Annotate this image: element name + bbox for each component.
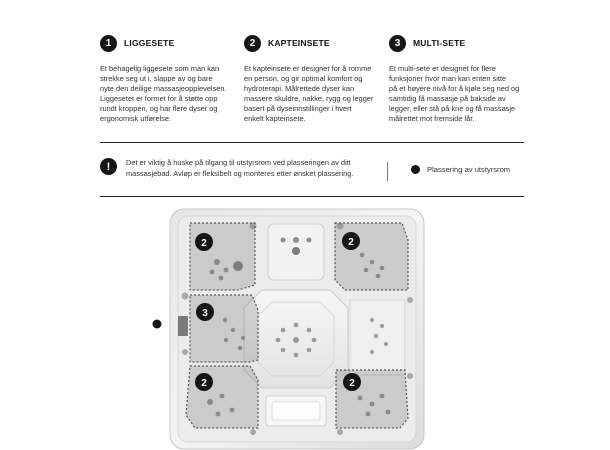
section-title: LIGGESETE [124,38,175,48]
text-line: massasjebad. Avløp er fleksibelt og monteres etter ønsket plassering. [126,168,354,178]
seat-badge-label: 3 [202,308,208,319]
number-badge: 2 [244,35,261,52]
text-line: Liggesetet er formet for å støtte opp [100,93,218,103]
number-badge: 1 [100,35,117,52]
text-line: nyte den deilige massasjeopplevelsen. [100,83,227,93]
text-line: en person, og gir optimal komfort og [244,73,363,83]
text-line: enkelt kapteinsete. [244,113,306,123]
text-line: legger, eller stå på kne og få massasje [389,103,516,113]
text-line: på et høyere nivå for å kjøle seg ned og [389,83,520,93]
text-line: samtidig få massasje på bakside av [389,93,506,103]
exclamation-icon: ! [100,158,117,175]
text-line: strekke seg ut i, slappe av og bare [100,73,213,83]
seat-badge-label: 2 [348,237,354,248]
legend-label: Plassering av utstyrsrom [427,165,511,174]
text-line: rundt kroppen, og har flere dyser og [100,103,218,113]
text-line: massere skuldre, nakke, rygg og legger [244,93,374,103]
text-line: Et behagelig liggesete som man kan [100,64,220,73]
text-line: Et multi-sete er designet for flere [389,64,496,73]
text-line: funksjoner hvor man kan enten sitte [389,73,507,83]
seat-badge-label: 2 [201,238,207,249]
text-line: basert på dyseinnstillinger i hvert [244,103,352,113]
section-title: KAPTEINSETE [268,38,330,48]
text-line: målrettet mot fremside lår. [389,113,475,123]
seat-zone-top-right [335,223,408,290]
section-title: MULTI-SETE [413,38,466,48]
seat-badge-label: 2 [349,378,355,389]
text-line: ergonomisk utførelse. [100,113,172,123]
seat-zone-top-left [190,223,255,290]
number-badge: 3 [389,35,406,52]
text-line: hydroterapi. Målrettede dyser kan [244,83,355,93]
seat-badge-label: 2 [201,378,207,389]
text-line: Det er viktig å huske på tilgang til utstyrsrom ved plasseringen av ditt [126,158,351,167]
text-line: Et kapteinsete er designet for å romme [244,64,372,73]
equipment-room-marker [153,320,162,329]
